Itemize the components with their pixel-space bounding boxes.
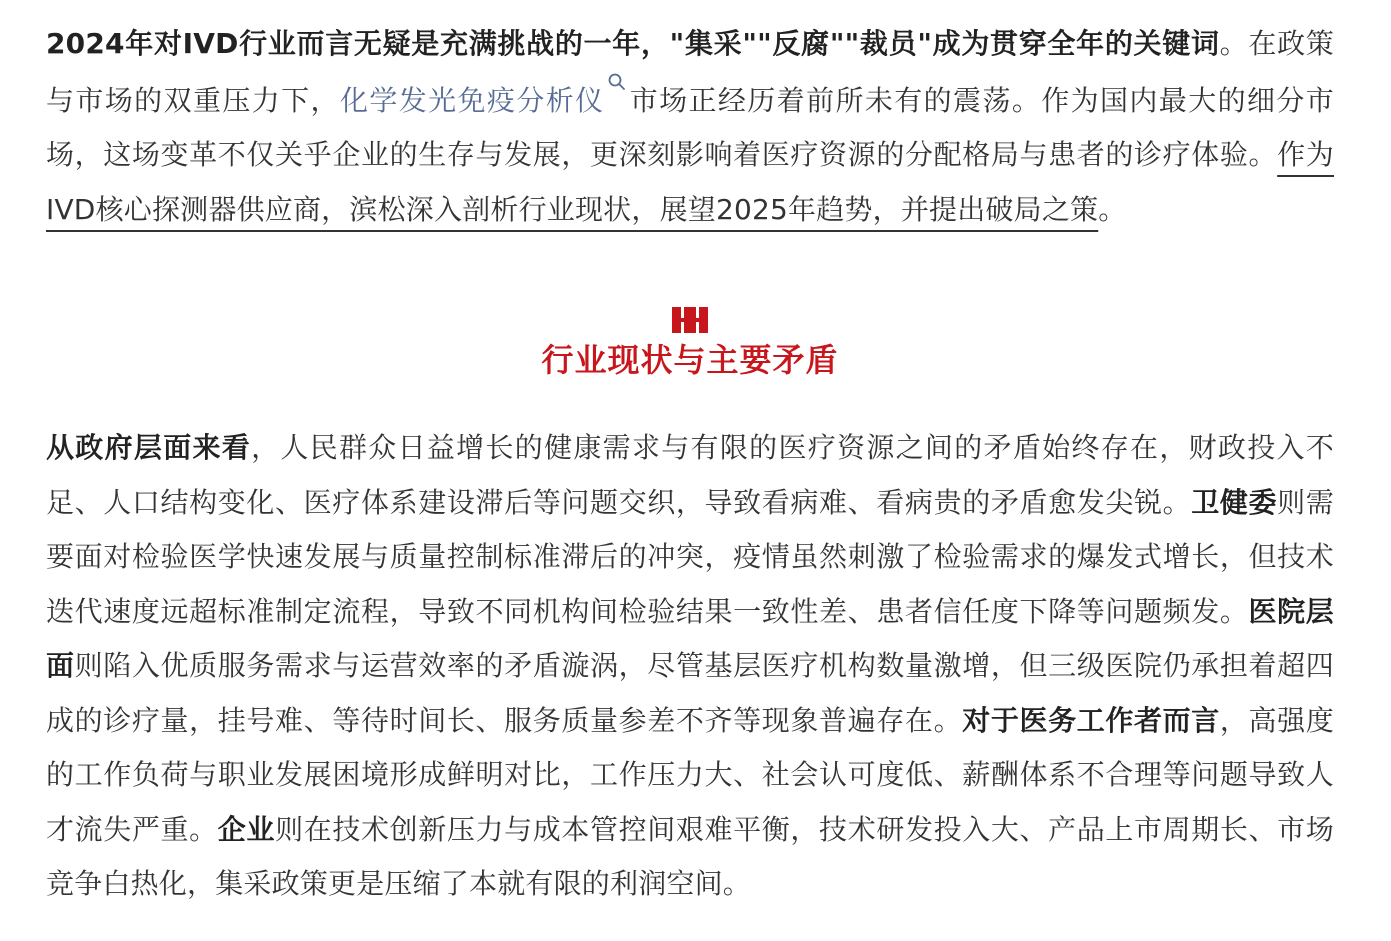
body-text-medical-workers: ，高强度的工作负荷与职业发展困境形成鲜明对比，工作压力大、社会认可度低、薪酬体系不合理等问题导致人才流失严重。 [46, 703, 1334, 846]
section-header [46, 307, 1334, 383]
body-bold-enterprise: 企业 [217, 812, 276, 846]
body-bold-medical-workers: 对于医务工作者而言 [962, 703, 1220, 737]
intro-text-1: 。在政策与市场的双重压力下， [46, 27, 1334, 117]
body-text-government: ，人民群众日益增长的健康需求与有限的医疗资源之间的矛盾始终存在，财政投入不足、人口结构变化、医疗体系建设滞后等问题交织，导致看病难、看病贵的矛盾愈发尖锐。 [46, 431, 1335, 519]
body-text-hospital: 则陷入优质服务需求与运营效率的矛盾漩涡，尽管基层医疗机构数量激增，但三级医院仍承担着超四成的诊疗量，挂号难、等待时间长、服务质量参差不齐等现象普遍存在。 [46, 649, 1334, 737]
body-paragraph [46, 421, 1334, 912]
intro-bold-lead: 2024年对IVD行业而言无疑是充满挑战的一年，"集采""反腐""裁员"成为贯穿全年的关键词 [46, 27, 1220, 60]
keyword-search-link[interactable] [340, 84, 629, 117]
body-text-enterprise: 则在技术创新压力与成本管控间艰难平衡，技术研发投入大、产品上市周期长、市场竞争白热化，集采政策更是压缩了本就有限的利润空间。 [46, 812, 1334, 900]
body-bold-health-commission: 卫健委 [1191, 485, 1278, 519]
body-bold-hospital: 医院层面 [46, 594, 1334, 682]
section-title: 行业现状与主要矛盾 [541, 341, 839, 379]
search-icon[interactable] [607, 72, 627, 92]
intro-text-2: 市场正经历着前所未有的震荡。作为国内最大的细分市场，这场变革不仅关乎企业的生存与发展，更深刻影响着医疗资源的分配格局与患者的诊疗体验。 [46, 83, 1334, 171]
body-text-health-commission: 则需要面对检验医学快速发展与质量控制标准滞后的冲突，疫情虽然刺激了检验需求的爆发式增长，但技术迭代速度远超标准制定流程，导致不同机构间检验结果一致性差、患者信任度下降等问题频发。 [46, 485, 1334, 628]
keyword-link-text[interactable]: 化学发光免疫分析仪 [339, 83, 605, 117]
intro-text-end: 。 [1098, 192, 1127, 226]
hamamatsu-h-logo-icon [672, 307, 708, 333]
intro-paragraph [46, 0, 1334, 237]
body-bold-government: 从政府层面来看 [46, 431, 252, 464]
intro-underlined-sentence: 作为IVD核心探测器供应商，滨松深入剖析行业现状，展望2025年趋势，并提出破局之策 [46, 138, 1335, 226]
